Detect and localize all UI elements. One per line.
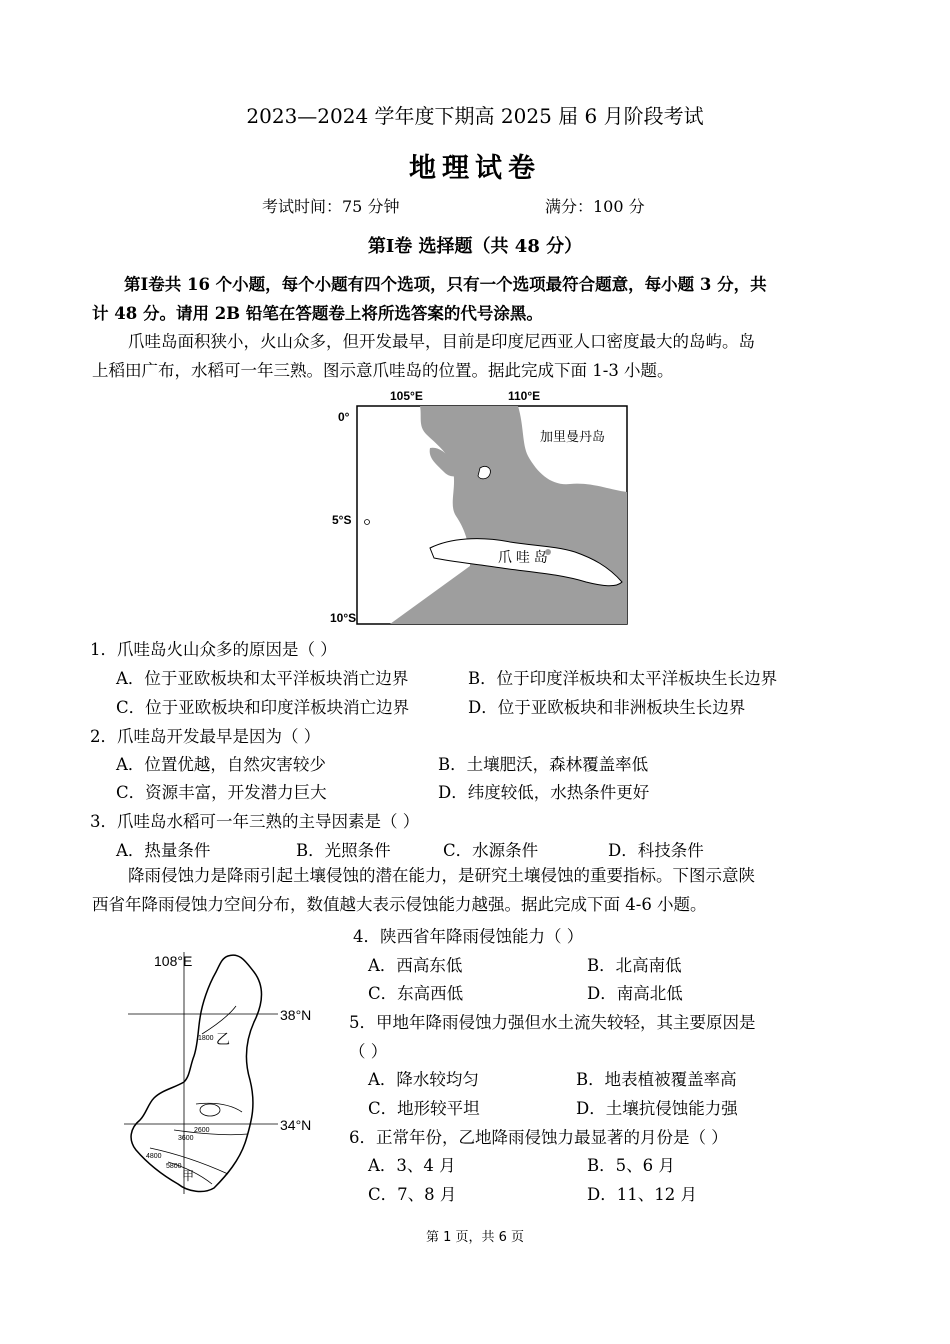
q5-stem: 5．甲地年降雨侵蚀力强但水土流失较轻，其主要原因是 (349, 1013, 756, 1032)
small-islet (365, 520, 370, 525)
q3-option-d: D．科技条件 (608, 841, 704, 860)
q6-option-d: D．11、12 月 (587, 1185, 697, 1204)
instruction-line-1: 第Ⅰ卷共 16 个小题，每个小题有四个选项，只有一个选项最符合题意，每小题 3 分，共 (124, 275, 767, 294)
java-location-map (330, 386, 632, 630)
subject-title: 地理试卷 (409, 153, 541, 184)
java-label: 爪 哇 岛 (498, 549, 548, 565)
q2-option-d: D．纬度较低，水热条件更好 (438, 783, 650, 802)
passage-1-line-1: 爪哇岛面积狭小，火山众多，但开发最早，目前是印度尼西亚人口密度最大的岛屿。岛 (128, 332, 755, 351)
label-2600: 2600 (194, 1127, 210, 1134)
q5-option-c: C．地形较平坦 (368, 1099, 480, 1118)
passage-2-line-1: 降雨侵蚀力是降雨引起土壤侵蚀的潜在能力，是研究土壤侵蚀的重要指标。下图示意陕 (128, 866, 755, 885)
passage-1-line-2: 上稻田广布，水稻可一年三熟。图示意爪哇岛的位置。据此完成下面 1-3 小题。 (92, 361, 674, 380)
lon-110-label: 110°E (508, 389, 541, 403)
passage-2-line-2: 西省年降雨侵蚀力空间分布，数值越大表示侵蚀能力越强。据此完成下面 4-6 小题。 (92, 895, 707, 914)
q1-stem: 1．爪哇岛火山众多的原因是（ ） (90, 640, 337, 659)
q2-stem: 2．爪哇岛开发最早是因为（ ） (90, 727, 321, 746)
q2-option-b: B．土壤肥沃，森林覆盖率低 (438, 755, 649, 774)
lon-105-label: 105°E (390, 389, 423, 403)
exam-title: 2023—2024 学年度下期高 2025 届 6 月阶段考试 (246, 104, 704, 128)
full-score: 满分：100 分 (545, 197, 645, 216)
yi-label: 乙 (216, 1031, 230, 1047)
label-3600: 3600 (178, 1135, 194, 1142)
q4-stem: 4．陕西省年降雨侵蚀能力（ ） (353, 927, 584, 946)
q6-option-c: C．7、8 月 (368, 1185, 457, 1204)
q2-option-a: A．位置优越，自然灾害较少 (116, 755, 326, 774)
q1-option-b: B．位于印度洋板块和太平洋板块生长边界 (468, 669, 778, 688)
label-4800: 4800 (146, 1153, 162, 1160)
kalimantan-label: 加里曼丹岛 (540, 429, 606, 444)
bangka-island (478, 466, 490, 478)
exam-time: 考试时间：75 分钟 (262, 197, 400, 216)
q5-option-a: A．降水较均匀 (368, 1070, 479, 1089)
shaanxi-erosivity-map (118, 944, 333, 1198)
q6-stem: 6．正常年份，乙地降雨侵蚀力最显著的月份是（ ） (349, 1128, 728, 1147)
q3-option-a: A．热量条件 (116, 841, 211, 860)
instruction-line-2: 计 48 分。请用 2B 铅笔在答题卷上将所选答案的代号涂黑。 (92, 304, 543, 323)
q2-option-c: C．资源丰富，开发潜力巨大 (116, 783, 327, 802)
jia-label: 甲 (182, 1169, 195, 1183)
q4-option-a: A．西高东低 (368, 956, 463, 975)
q3-stem: 3．爪哇岛水稻可一年三熟的主导因素是（ ） (90, 812, 420, 831)
page-number: 第 1 页，共 6 页 (425, 1230, 525, 1245)
label-1800: 1800 (198, 1035, 214, 1042)
q6-option-a: A．3、4 月 (368, 1156, 456, 1175)
lon-108-label: 108°E (154, 953, 193, 969)
q4-option-d: D．南高北低 (587, 984, 683, 1003)
lat-0-label: 0° (338, 410, 350, 424)
q1-option-a: A．位于亚欧板块和太平洋板块消亡边界 (116, 669, 409, 688)
lat-34-label: 34°N (280, 1117, 312, 1133)
q5-option-d: D．土壤抗侵蚀能力强 (576, 1099, 738, 1118)
label-5800: 5800 (166, 1163, 182, 1170)
q5-paren: （ ） (349, 1042, 388, 1061)
lat-38-label: 38°N (280, 1007, 312, 1023)
section-title: 第Ⅰ卷 选择题（共 48 分） (367, 236, 583, 257)
lat-5s-label: 5°S (332, 513, 352, 527)
q1-option-d: D．位于亚欧板块和非洲板块生长边界 (468, 698, 746, 717)
q6-option-b: B．5、6 月 (587, 1156, 675, 1175)
q5-option-b: B．地表植被覆盖率高 (576, 1070, 737, 1089)
lat-10s-label: 10°S (330, 611, 357, 625)
q3-option-c: C．水源条件 (443, 841, 539, 860)
q3-option-b: B．光照条件 (296, 841, 391, 860)
q1-option-c: C．位于亚欧板块和印度洋板块消亡边界 (116, 698, 410, 717)
q4-option-c: C．东高西低 (368, 984, 464, 1003)
q4-option-b: B．北高南低 (587, 956, 682, 975)
